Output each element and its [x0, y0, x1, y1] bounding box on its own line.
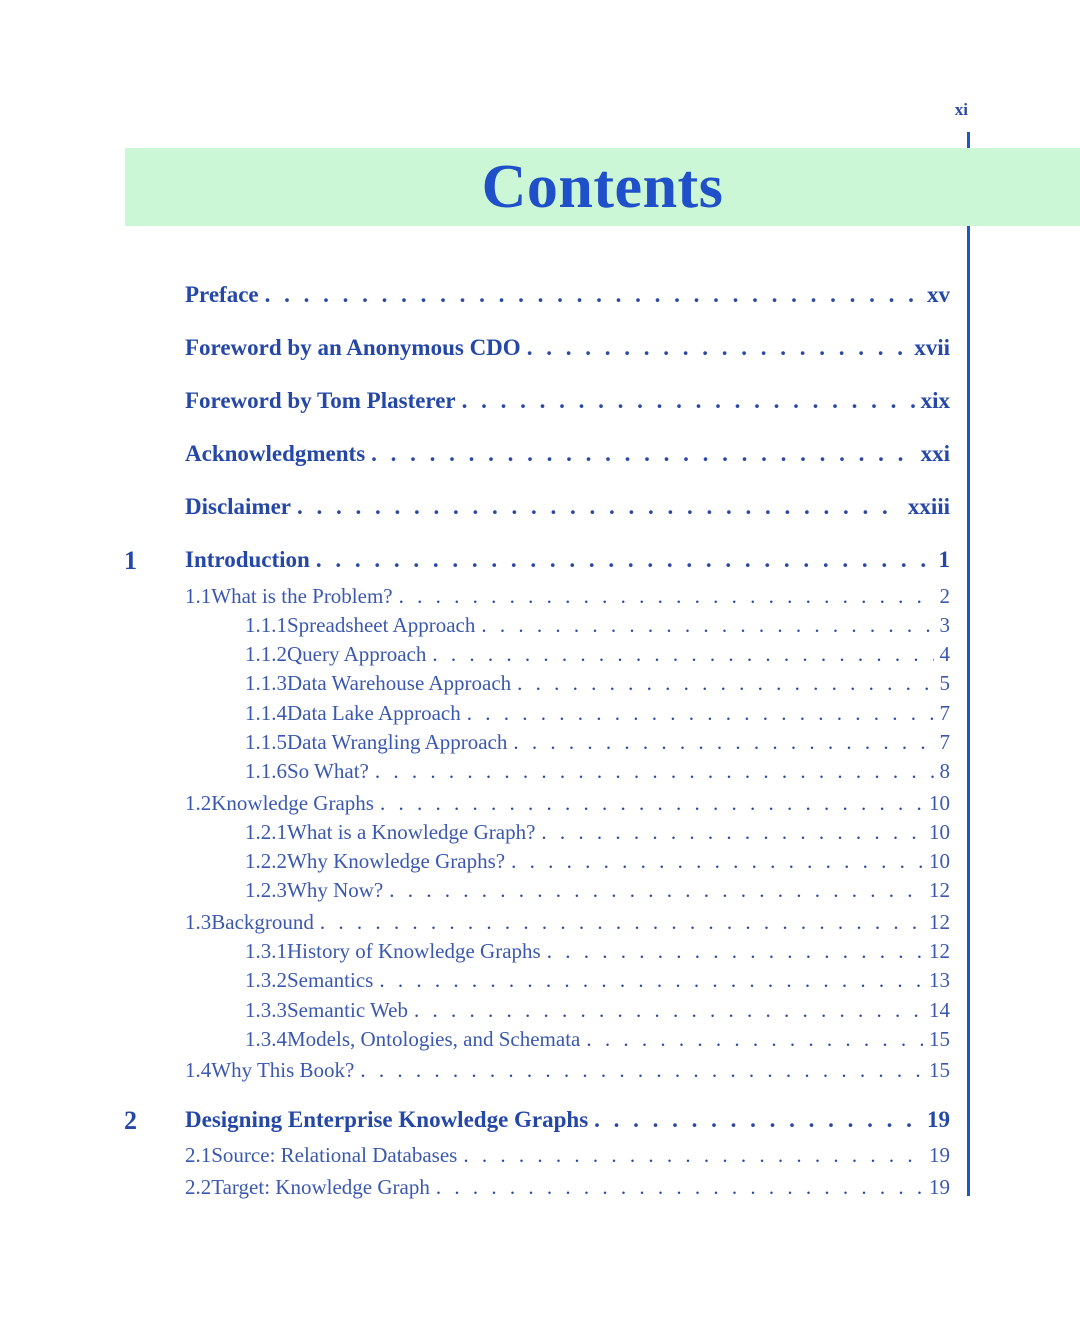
toc-entry-title: Semantics	[287, 968, 374, 992]
toc-entry-title: Why Knowledge Graphs?	[287, 849, 506, 873]
toc-entry-page: 4	[939, 642, 950, 666]
dot-leader	[389, 878, 923, 903]
subsection-entry[interactable]	[245, 878, 950, 903]
toc-entry-number: 1.1.5	[245, 730, 287, 754]
dot-leader	[517, 671, 933, 696]
subsection-entry[interactable]	[245, 759, 950, 784]
toc-entry-title: Why Now?	[287, 878, 384, 902]
dot-leader	[360, 1058, 923, 1083]
toc-entry-number: 1.3	[185, 910, 212, 934]
front-matter-entry[interactable]	[185, 494, 950, 520]
toc-entry-title: Knowledge Graphs	[211, 791, 374, 815]
dot-leader	[265, 282, 921, 308]
toc-entry-title: Background	[211, 910, 314, 934]
toc-entry-number: 1.2	[185, 791, 212, 815]
toc-entry-title: Source: Relational Databases	[211, 1143, 458, 1167]
subsection-entry[interactable]	[245, 1027, 950, 1052]
toc-entry-number: 2.2	[185, 1175, 212, 1199]
chapter-number: 1	[124, 546, 137, 575]
dot-leader	[375, 759, 934, 784]
toc-entry-title: Foreword by an Anonymous CDO	[185, 335, 521, 360]
chapter-number: 2	[124, 1106, 137, 1135]
toc-entry-page: 8	[939, 759, 950, 783]
toc-entry-title: What is the Problem?	[211, 584, 393, 608]
toc-entry-page: 10	[929, 791, 950, 815]
dot-leader	[527, 335, 909, 361]
subsection-entry[interactable]	[245, 820, 950, 845]
section-entry[interactable]	[185, 910, 950, 935]
toc-entry-title: So What?	[287, 759, 369, 783]
dot-leader	[594, 1107, 921, 1133]
dot-leader	[463, 1143, 923, 1168]
toc-entry-page: xxi	[920, 441, 950, 466]
toc-entry-title: What is a Knowledge Graph?	[287, 820, 536, 844]
toc-entry-page: xxiii	[907, 494, 950, 519]
toc-entry-number: 1.1.4	[245, 701, 287, 725]
toc-entry-page: xvii	[914, 335, 950, 360]
dot-leader	[316, 547, 933, 573]
dot-leader	[547, 939, 923, 964]
toc-entry-number: 1.2.3	[245, 878, 287, 902]
toc-entry-page: 7	[939, 730, 950, 754]
toc-entry-number: 1.3.2	[245, 968, 287, 992]
toc-entry-number: 1.3.4	[245, 1027, 287, 1051]
toc-entry-title: Preface	[185, 282, 259, 307]
dot-leader	[586, 1027, 923, 1052]
dot-leader	[320, 910, 923, 935]
dot-leader	[379, 968, 923, 993]
dot-leader	[481, 613, 933, 638]
toc-entry-number: 1.1	[185, 584, 212, 608]
toc-entry-number: 1.3.3	[245, 998, 287, 1022]
chapter-entry[interactable]	[185, 1107, 950, 1133]
toc-entry-page: 12	[929, 878, 950, 902]
toc-entry-page: 3	[939, 613, 950, 637]
toc-entry-title: Models, Ontologies, and Schemata	[287, 1027, 581, 1051]
dot-leader	[436, 1175, 923, 1200]
toc-entry-page: 13	[929, 968, 950, 992]
toc-entry-page: 2	[939, 584, 950, 608]
subsection-entry[interactable]	[245, 642, 950, 667]
toc-entry-title: Spreadsheet Approach	[287, 613, 476, 637]
dot-leader	[513, 730, 933, 755]
toc-entry-number: 1.1.2	[245, 642, 287, 666]
subsection-entry[interactable]	[245, 701, 950, 726]
toc-entry-page: 7	[939, 701, 950, 725]
section-entry[interactable]	[185, 1175, 950, 1200]
toc-entry-number: 2.1	[185, 1143, 212, 1167]
dot-leader	[414, 998, 923, 1023]
toc-entry-page: xv	[927, 282, 950, 307]
toc-entry-number: 1.4	[185, 1058, 212, 1082]
toc-entry-title: Why This Book?	[211, 1058, 355, 1082]
subsection-entry[interactable]	[245, 998, 950, 1023]
toc-entry-title: Data Warehouse Approach	[287, 671, 512, 695]
toc-entry-title: Introduction	[185, 547, 310, 572]
toc-entry-number: 1.3.1	[245, 939, 287, 963]
chapter-entry[interactable]	[185, 547, 950, 573]
section-entry[interactable]	[185, 791, 950, 816]
toc-entry-title: Query Approach	[287, 642, 427, 666]
toc-entry-page: 10	[929, 820, 950, 844]
toc-entry-page: 10	[929, 849, 950, 873]
toc-entry-number: 1.2.1	[245, 820, 287, 844]
toc-entry-title: History of Knowledge Graphs	[287, 939, 541, 963]
toc-entry-page: 5	[939, 671, 950, 695]
dot-leader	[380, 791, 923, 816]
toc-entry-title: Data Lake Approach	[287, 701, 461, 725]
toc-entry-page: 14	[929, 998, 950, 1022]
toc-entry-page: 19	[927, 1107, 950, 1132]
dot-leader	[399, 584, 934, 609]
toc-entry-title: Data Wrangling Approach	[287, 730, 508, 754]
toc-entry-page: 19	[929, 1143, 950, 1167]
subsection-entry[interactable]	[245, 613, 950, 638]
dot-leader	[462, 388, 915, 414]
toc-entry-page: 1	[938, 547, 950, 572]
front-matter-entry[interactable]	[185, 441, 950, 467]
toc-entry-title: Acknowledgments	[185, 441, 366, 466]
subsection-entry[interactable]	[245, 849, 950, 874]
toc-entry-number: 1.2.2	[245, 849, 287, 873]
dot-leader	[297, 494, 902, 520]
section-entry[interactable]	[185, 1143, 950, 1168]
toc-entry-number: 1.1.6	[245, 759, 287, 783]
toc-entry-page: 19	[929, 1175, 950, 1199]
page-title: Contents	[481, 153, 724, 221]
toc-entry-title: Disclaimer	[185, 494, 292, 519]
toc-entry-page: xix	[920, 388, 950, 413]
front-matter-entry[interactable]	[185, 282, 950, 308]
dot-leader	[432, 642, 933, 667]
dot-leader	[511, 849, 923, 874]
toc-entry-title: Foreword by Tom Plasterer	[185, 388, 456, 413]
front-matter-entry[interactable]	[185, 335, 950, 361]
toc-entry-number: 1.1.1	[245, 613, 287, 637]
toc-entry-title: Designing Enterprise Knowledge Graphs	[185, 1107, 589, 1132]
dot-leader	[541, 820, 923, 845]
subsection-entry[interactable]	[245, 730, 950, 755]
subsection-entry[interactable]	[245, 939, 950, 964]
subsection-entry[interactable]	[245, 968, 950, 993]
toc-entry-page: 12	[929, 910, 950, 934]
front-matter-entry[interactable]	[185, 388, 950, 414]
toc-entry-page: 15	[929, 1027, 950, 1051]
toc-entry-title: Semantic Web	[287, 998, 408, 1022]
dot-leader	[467, 701, 934, 726]
toc-entry-title: Target: Knowledge Graph	[211, 1175, 430, 1199]
page-number: xi	[954, 100, 968, 119]
section-entry[interactable]	[185, 1058, 950, 1083]
toc-entry-page: 15	[929, 1058, 950, 1082]
dot-leader	[371, 441, 914, 467]
toc-entry-number: 1.1.3	[245, 671, 287, 695]
subsection-entry[interactable]	[245, 671, 950, 696]
toc-entry-page: 12	[929, 939, 950, 963]
section-entry[interactable]	[185, 584, 950, 609]
